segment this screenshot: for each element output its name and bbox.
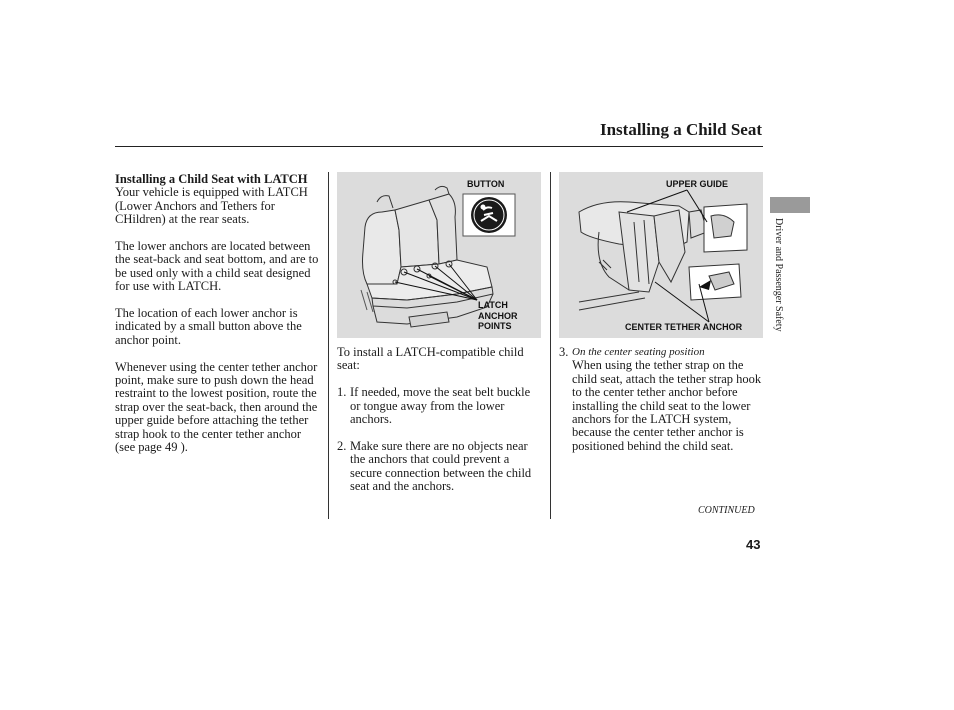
paragraph-latch-intro: Your vehicle is equipped with LATCH (Lower Anchors and Tethers for CHildren) at the rear seats. — [115, 185, 308, 227]
label-button: BUTTON — [467, 179, 505, 189]
paragraph-center-tether: Whenever using the center tether anchor point, make sure to push down the head restraint to the lowest position, route the strap over the seat-back, then around the upper guide before attaching the tether strap hook to the center tether anchor (see page 49 ). — [115, 359, 318, 455]
label-latch-anchor-points: LATCH ANCHOR POINTS — [478, 300, 518, 331]
continued-note: CONTINUED — [698, 505, 755, 516]
tether-anchor-illustration — [559, 172, 763, 338]
step-title: On the center seating position — [572, 346, 705, 358]
step-number: 2. — [337, 438, 347, 453]
column-3 — [559, 346, 763, 453]
column-divider-1 — [328, 172, 329, 519]
label-upper-guide: UPPER GUIDE — [666, 179, 729, 189]
install-steps — [337, 386, 541, 493]
column-2 — [337, 346, 541, 507]
column-divider-2 — [550, 172, 551, 519]
section-heading: Installing a Child Seat with LATCH — [115, 172, 308, 186]
page-title: Installing a Child Seat — [599, 120, 762, 139]
label-center-tether-anchor: CENTER TETHER ANCHOR — [625, 322, 743, 332]
paragraph-lower-anchors: The lower anchors are located between the seat-back and seat bottom, and are to be used only with a child seat designed for use with LATCH. — [115, 239, 319, 294]
latch-button-icon — [463, 194, 515, 236]
figure-latch-anchors — [337, 172, 541, 338]
list-item — [337, 440, 541, 494]
step-text: If needed, move the seat belt buckle or tongue away from the lower anchors. — [350, 385, 531, 427]
steps-intro: To install a LATCH-compatible child seat: — [337, 345, 524, 373]
section-label: Driver and Passenger Safety — [773, 218, 784, 332]
section-tab — [770, 197, 810, 213]
paragraph-anchor-location: The location of each lower anchor is indicated by a small button above the anchor point. — [115, 306, 302, 347]
title-rule — [115, 146, 763, 147]
step-number: 1. — [337, 385, 347, 400]
column-1 — [115, 173, 320, 468]
figure-center-tether — [559, 172, 763, 338]
step-number: 3. — [559, 345, 569, 359]
step-text: Make sure there are no objects near the anchors that could prevent a secure connection between the child seat and the anchors. — [350, 438, 532, 494]
step-text: When using the tether strap on the child seat, attach the tether strap hook to the center tether anchor before installing the child seat to the lower anchors for the LATCH system, because the center tether anchor is positioned behind the child seat. — [572, 358, 762, 453]
page-number: 43 — [746, 537, 761, 552]
list-item — [559, 346, 763, 453]
list-item — [337, 386, 541, 426]
